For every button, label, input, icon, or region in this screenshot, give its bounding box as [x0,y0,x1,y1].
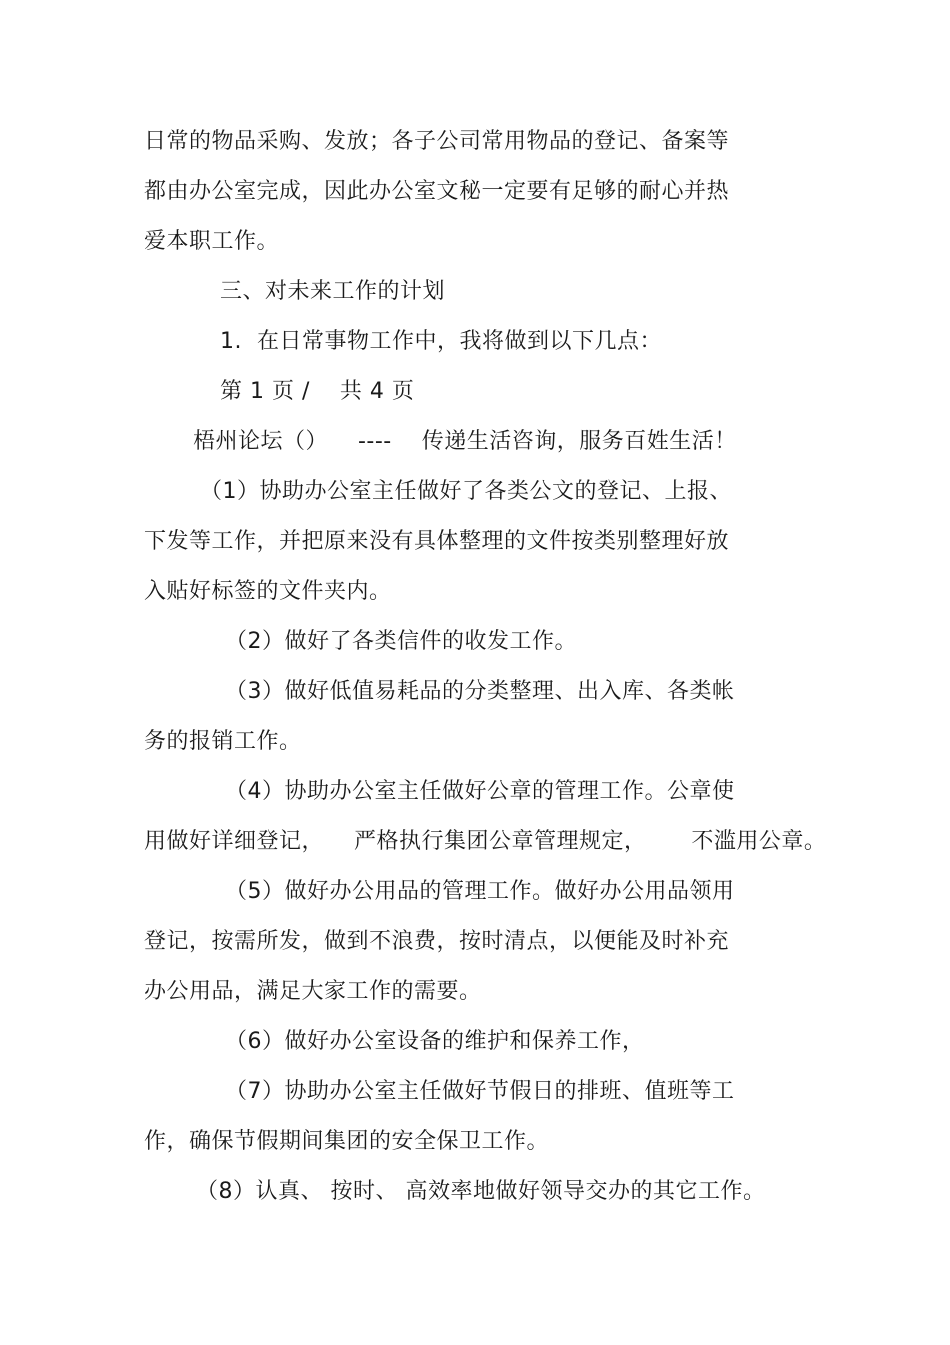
list-item-7-cont: 作，确保节假期间集团的安全保卫工作。 [144,1129,550,1154]
list-item-3-cont: 务的报销工作。 [144,729,302,754]
list-item-4: （4）协助办公室主任做好公章的管理工作。公章使 [225,779,735,804]
text-line-3: 爱本职工作。 [144,229,280,254]
list-item-5-cont-2: 办公用品，满足大家工作的需要。 [144,979,482,1004]
list-item-6: （6）做好办公室设备的维护和保养工作， [225,1029,645,1054]
forum-slogan: 梧州论坛（） ---- 传递生活咨询，服务百姓生活！ [193,429,737,454]
page-number: 第 1 页 / 共 4 页 [220,379,415,404]
list-item-4-cont: 用做好详细登记， 严格执行集团公章管理规定， 不滥用公章。 [144,829,827,854]
text-line-2: 都由办公室完成，因此办公室文秘一定要有足够的耐心并热 [144,179,730,204]
list-item-3: （3）做好低值易耗品的分类整理、出入库、各类帐 [225,679,735,704]
list-item-1-cont-1: 下发等工作，并把原来没有具体整理的文件按类别整理好放 [144,529,730,554]
list-item-1-cont-2: 入贴好标签的文件夹内。 [144,579,392,604]
list-item-2: （2）做好了各类信件的收发工作。 [225,629,577,654]
list-item-7: （7）协助办公室主任做好节假日的排班、值班等工 [225,1079,735,1104]
list-item-5: （5）做好办公用品的管理工作。做好办公用品领用 [225,879,735,904]
section-heading: 三、对未来工作的计划 [220,279,446,304]
text-line-1: 日常的物品采购、发放；各子公司常用物品的登记、备案等 [144,129,730,154]
numbered-item-heading: 1. 在日常事物工作中，我将做到以下几点： [220,329,662,354]
list-item-5-cont-1: 登记，按需所发，做到不浪费，按时清点，以便能及时补充 [144,929,730,954]
list-item-8: （8）认真、 按时、 高效率地做好领导交办的其它工作。 [196,1179,766,1204]
list-item-1: （1）协助办公室主任做好了各类公文的登记、上报、 [200,479,732,504]
